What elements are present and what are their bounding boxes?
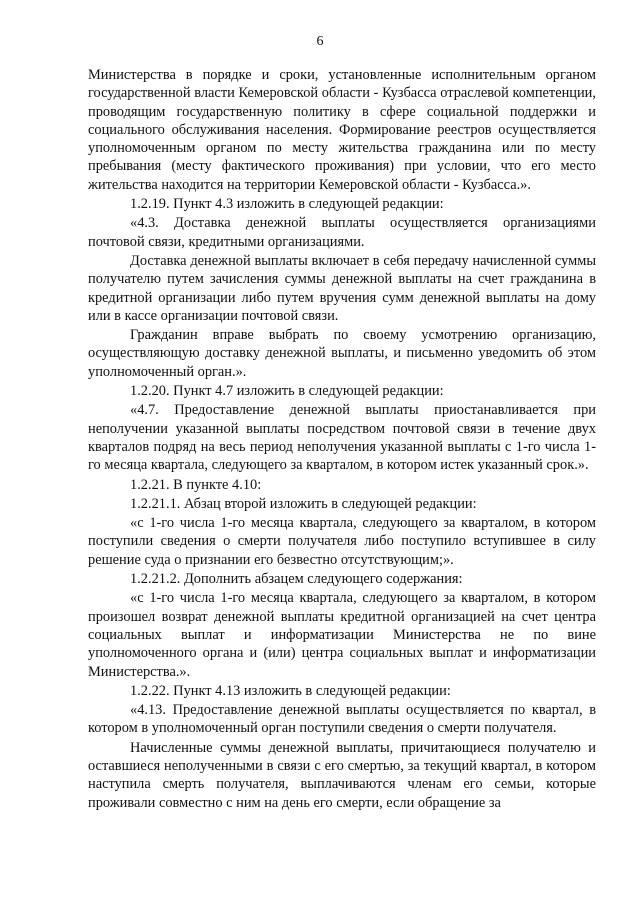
paragraph: «4.3. Доставка денежной выплаты осуществляется организациями почтовой связи, кредитными организациями. — [88, 215, 596, 250]
paragraph: Доставка денежной выплаты включает в себя передачу начисленной суммы получателю путем зачисления суммы денежной выплаты на счет гражданина в кредитной организации либо путем вручения сумм денежной выплаты на дому или в кассе организации почтовой связи. — [88, 252, 596, 324]
document-body — [88, 66, 596, 812]
page-number: 6 — [316, 34, 324, 49]
paragraph: Гражданин вправе выбрать по своему усмотрению организацию, осуществляющую доставку денежной выплаты, и письменно уведомить об этом уполномоченный орган.». — [88, 327, 596, 380]
paragraph: Начисленные суммы денежной выплаты, причитающиеся получателю и оставшиеся неполученными в связи с его смертью, за текущий квартал, в котором наступила смерть получателя, выплачиваются членам его семьи, которые проживали совместно с ним на день его смерти, если обращение за — [88, 739, 596, 811]
paragraph: 1.2.22. Пункт 4.13 изложить в следующей редакции: — [130, 682, 451, 699]
paragraph: «4.7. Предоставление денежной выплаты приостанавливается при неполучении указанной выплаты посредством почтовой связи в течение двух кварталов подряд на весь период неполучения указанной выплаты с 1-го числа 1-го месяца квартала, следующего за кварталом, в котором истек указанный срок.». — [88, 402, 596, 474]
paragraph: 1.2.21.2. Дополнить абзацем следующего содержания: — [130, 571, 463, 588]
paragraph: Министерства в порядке и сроки, установленные исполнительным органом государственной власти Кемеровской области - Кузбасса отраслевой компетенции, проводящим государственную политику в сфере социальной поддержки и социального обслуживания населения. Формирование реестров осуществляется уполномоченным органом по месту жительства гражданина или по месту пребывания (месту фактического проживания) при условии, что его место жительства находится на территории Кемеровской области - Кузбасса.». — [88, 67, 596, 193]
paragraph: «4.13. Предоставление денежной выплаты осуществляется по квартал, в котором в уполномоченный орган поступили сведения о смерти получателя. — [88, 702, 596, 737]
paragraph: «с 1-го числа 1-го месяца квартала, следующего за кварталом, в котором поступили сведения о смерти получателя либо поступило вступившее в силу решение суда о признании его безвестно отсутствующим;». — [88, 515, 596, 568]
paragraph: 1.2.20. Пункт 4.7 изложить в следующей редакции: — [130, 383, 444, 400]
paragraph: 1.2.21. В пункте 4.10: — [130, 476, 262, 493]
paragraph: 1.2.19. Пункт 4.3 изложить в следующей редакции: — [130, 196, 444, 213]
paragraph: 1.2.21.1. Абзац второй изложить в следующей редакции: — [130, 495, 477, 512]
paragraph: «с 1-го числа 1-го месяца квартала, следующего за кварталом, в котором произошел возврат денежной выплаты кредитной организацией на счет центра социальных выплат и информатизации Министерства не по вине уполномоченного органа и (или) центра социальных выплат и информатизации Министерства.». — [88, 590, 596, 680]
